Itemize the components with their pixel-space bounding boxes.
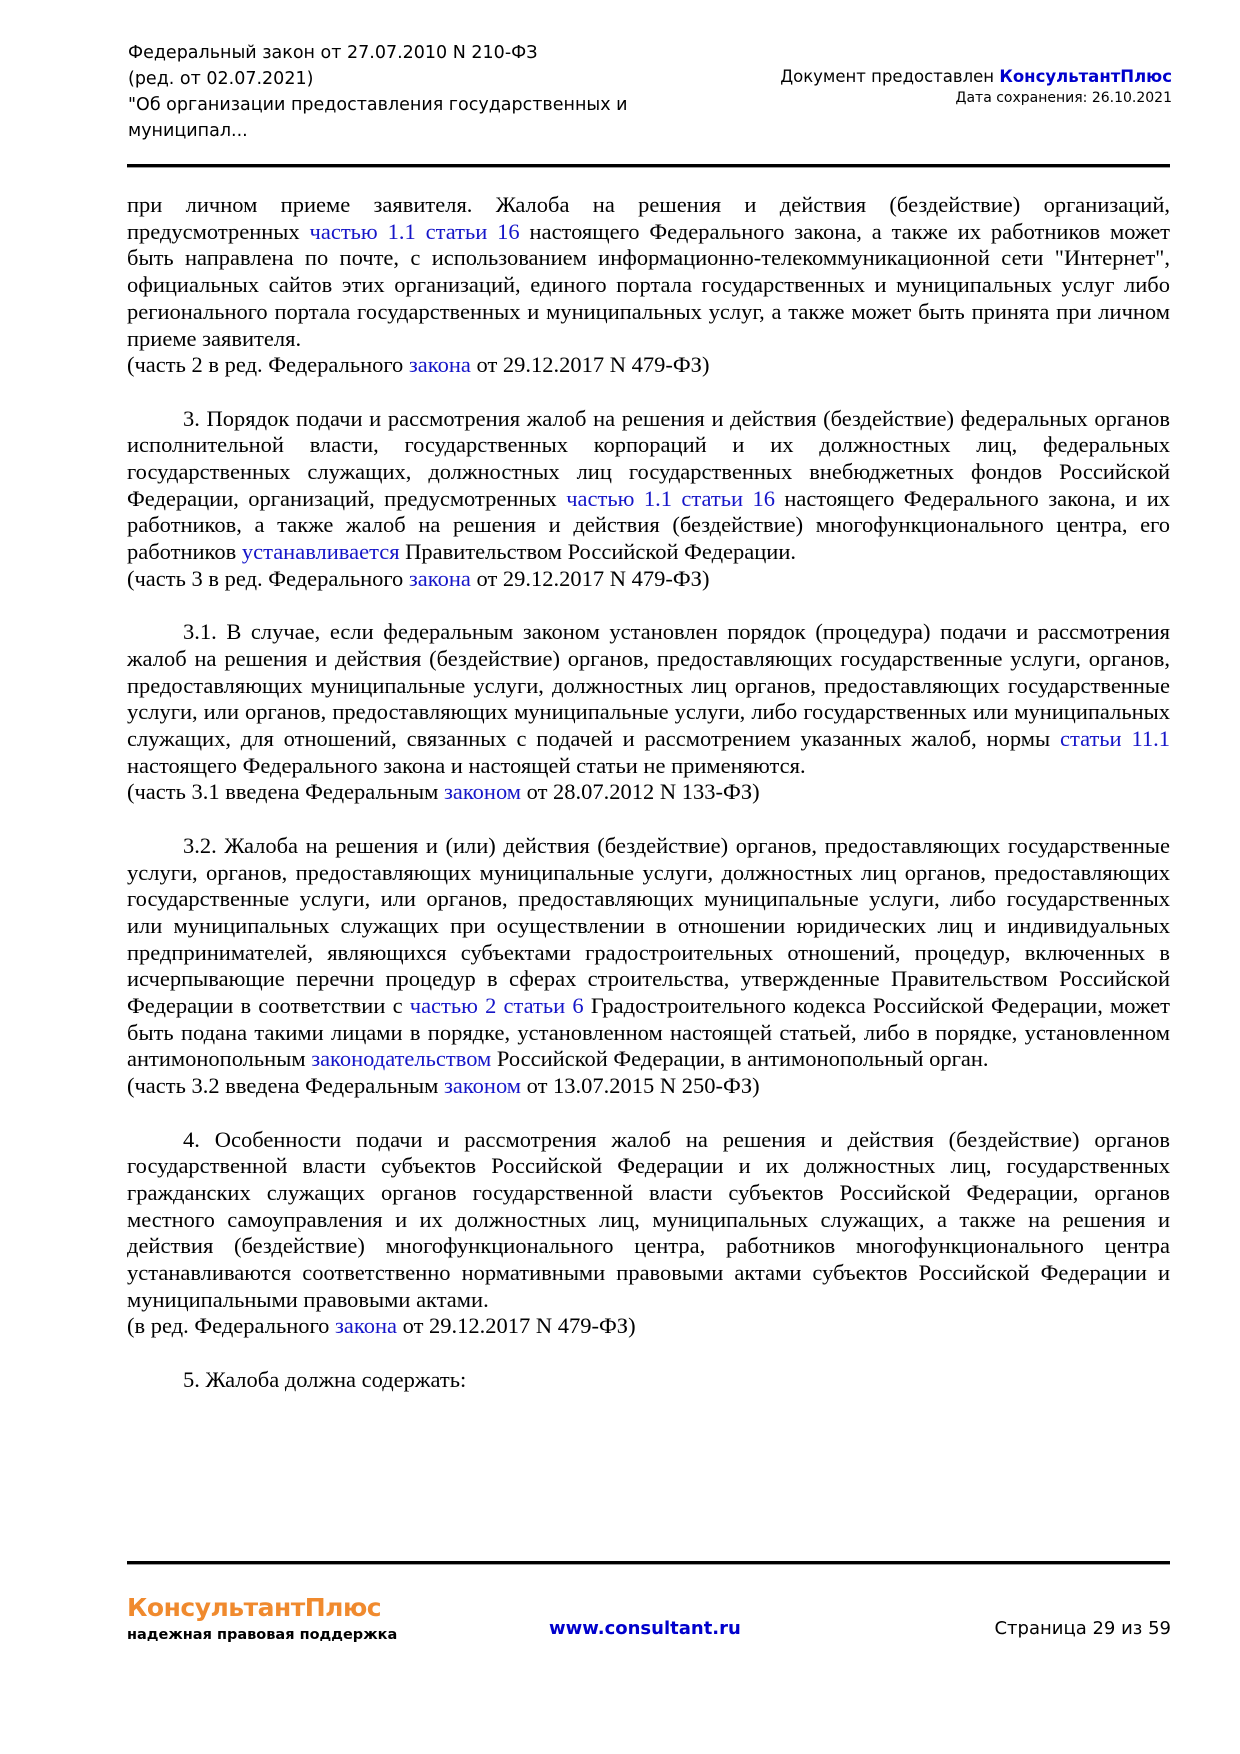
consultantplus-logo — [127, 1592, 397, 1646]
document-title-line: муниципал... — [128, 121, 248, 141]
text: Градостроительного кодекса Российской Федерации, может быть подана такими лицами в порядке, установленном настоящей статьей, либо в порядке, установленном антимонопольным — [127, 993, 1171, 1072]
text: 3. Порядок подачи и рассмотрения жалоб на решения и действия (бездействие) федеральных органов исполнительной власти, государственных корпораций и их должностных лиц, федеральных государственных служащих, должностных лиц государственных внебюджетных фондов Российской Федерации, организаций, предусмотренных — [127, 405, 1170, 511]
spacer — [127, 593, 1170, 620]
text: настоящего Федерального закона и настоящей статьи не применяются. — [127, 752, 806, 778]
provider-brand-link[interactable]: КонсультантПлюс — [999, 67, 1172, 86]
text: настоящего Федерального закона, и их работников, а также жалоб на решения и действия (бездействие) многофункционального центра, его работников — [127, 485, 1170, 565]
paragraph-3 — [127, 406, 1170, 566]
text: настоящего Федерального закона, а также их работников может быть направлена по почте, с использованием информационно-телекоммуникационной сети "Интернет", официальных сайтов этих организаций, единого портала государственных и муниципальных услуг либо регионального портала государственных и муниципальных услуг, а также может быть принята при личном приеме заявителя. — [127, 218, 1171, 351]
paragraph-3-2 — [127, 833, 1170, 1073]
text: от 29.12.2017 N 479-ФЗ) — [470, 565, 710, 591]
text: Российской Федерации, в антимонопольный орган. — [491, 1046, 989, 1072]
spacer — [127, 806, 1170, 833]
provided-by — [780, 66, 1172, 88]
spacer — [127, 379, 1170, 406]
text: (часть 3.1 введена Федеральным — [127, 779, 444, 805]
document-title-line: Федеральный закон от 27.07.2010 N 210-ФЗ — [128, 43, 538, 63]
text: 3.2. Жалоба на решения и (или) действия (бездействие) органов, предоставляющих государственные услуги, органов, предоставляющих муниципальные услуги, должностных лиц органов, предоставляющих государственные услуги, или органов, предоставляющих муниципальные услуги, либо государственных или муниципальных служащих при осуществлении в отношении юридических лиц и индивидуальных предпринимателей, являющихся субъектами градостроительных отношений, процедур, включенных в исчерпывающие перечни процедур в сферах строительства, утвержденные Правительством Российской Федерации в соответствии с — [127, 832, 1170, 1019]
text: (часть 3.2 введена Федеральным — [127, 1073, 444, 1099]
logo-brand: КонсультантПлюс — [127, 1593, 382, 1622]
text: (в ред. Федерального — [127, 1313, 336, 1339]
text: Правительством Российской Федерации. — [399, 539, 796, 565]
save-date: Дата сохранения: 26.10.2021 — [955, 90, 1172, 106]
text: 3.1. В случае, если федеральным законом установлен порядок (процедура) подачи и рассмотрения жалоб на решения и действия (бездействие) органов, предоставляющих государственные услуги, органов, предоставляющих муниципальные услуги, должностных лиц органов, предоставляющих государственные услуги, или органов, предоставляющих муниципальные услуги, либо государственных или муниципальных служащих, для отношений, связанных с подачей и рассмотрением указанных жалоб, нормы — [127, 619, 1170, 752]
link-part-1-1-article-16[interactable]: частью 1.1 статьи 16 — [566, 485, 775, 511]
spacer — [127, 1100, 1170, 1127]
website-link[interactable]: www.consultant.ru — [549, 1618, 741, 1639]
edition-note — [127, 779, 1170, 806]
logo-tagline: надежная правовая поддержка — [127, 1627, 398, 1643]
text: от 29.12.2017 N 479-ФЗ) — [470, 352, 710, 378]
link-law[interactable]: закона — [335, 1313, 397, 1339]
link-law[interactable]: законом — [444, 779, 522, 805]
document-title-line: "Об организации предоставления государственных и — [128, 95, 628, 115]
link-article-11-1[interactable]: статьи 11.1 — [1059, 726, 1170, 752]
provider-info — [780, 66, 1172, 108]
document-body — [127, 192, 1170, 1394]
paragraph-5 — [127, 1367, 1170, 1394]
paragraph-3-1 — [127, 619, 1170, 779]
header-divider — [127, 164, 1170, 167]
text: 4. Особенности подачи и рассмотрения жалоб на решения и действия (бездействие) органов государственной власти субъектов Российской Федерации и их должностных лиц, государственных гражданских служащих органов государственной власти субъектов Российской Федерации, органов местного самоуправления и их должностных лиц, муниципальных служащих, а также на решения и действия (бездействие) многофункционального центра, работников многофункционального центра устанавливаются соответственно нормативными правовыми актами субъектов Российской Федерации и муниципальными правовыми актами. — [127, 1126, 1170, 1312]
paragraph-4 — [127, 1127, 1170, 1314]
link-legislation[interactable]: законодательством — [311, 1046, 492, 1072]
page-number: Страница 29 из 59 — [994, 1618, 1171, 1639]
footer-divider — [127, 1561, 1170, 1564]
text: 5. Жалоба должна содержать: — [183, 1366, 467, 1392]
document-title-line: (ред. от 02.07.2021) — [128, 69, 314, 89]
document-title-block — [128, 40, 688, 144]
link-part-1-1-article-16[interactable]: частью 1.1 статьи 16 — [309, 218, 520, 244]
provided-by-label: Документ предоставлен — [780, 67, 995, 86]
text: (часть 3 в ред. Федерального — [127, 565, 409, 591]
paragraph-2-continued — [127, 192, 1170, 352]
spacer — [127, 1340, 1170, 1367]
text: (часть 2 в ред. Федерального — [127, 352, 409, 378]
link-law[interactable]: закона — [408, 352, 471, 378]
link-part-2-article-6[interactable]: частью 2 статьи 6 — [409, 993, 584, 1019]
link-established[interactable]: устанавливается — [241, 539, 400, 565]
text: от 13.07.2015 N 250-ФЗ) — [521, 1073, 760, 1099]
text: при личном приеме заявителя. Жалоба на решения и действия (бездействие) организаций, предусмотренных — [127, 192, 1170, 244]
edition-note — [127, 1073, 1170, 1100]
edition-note — [127, 352, 1170, 379]
text: от 28.07.2012 N 133-ФЗ) — [521, 779, 760, 805]
text: от 29.12.2017 N 479-ФЗ) — [397, 1313, 636, 1339]
edition-note — [127, 566, 1170, 593]
link-law[interactable]: закона — [408, 565, 471, 591]
edition-note — [127, 1313, 1170, 1340]
link-law[interactable]: законом — [444, 1073, 522, 1099]
